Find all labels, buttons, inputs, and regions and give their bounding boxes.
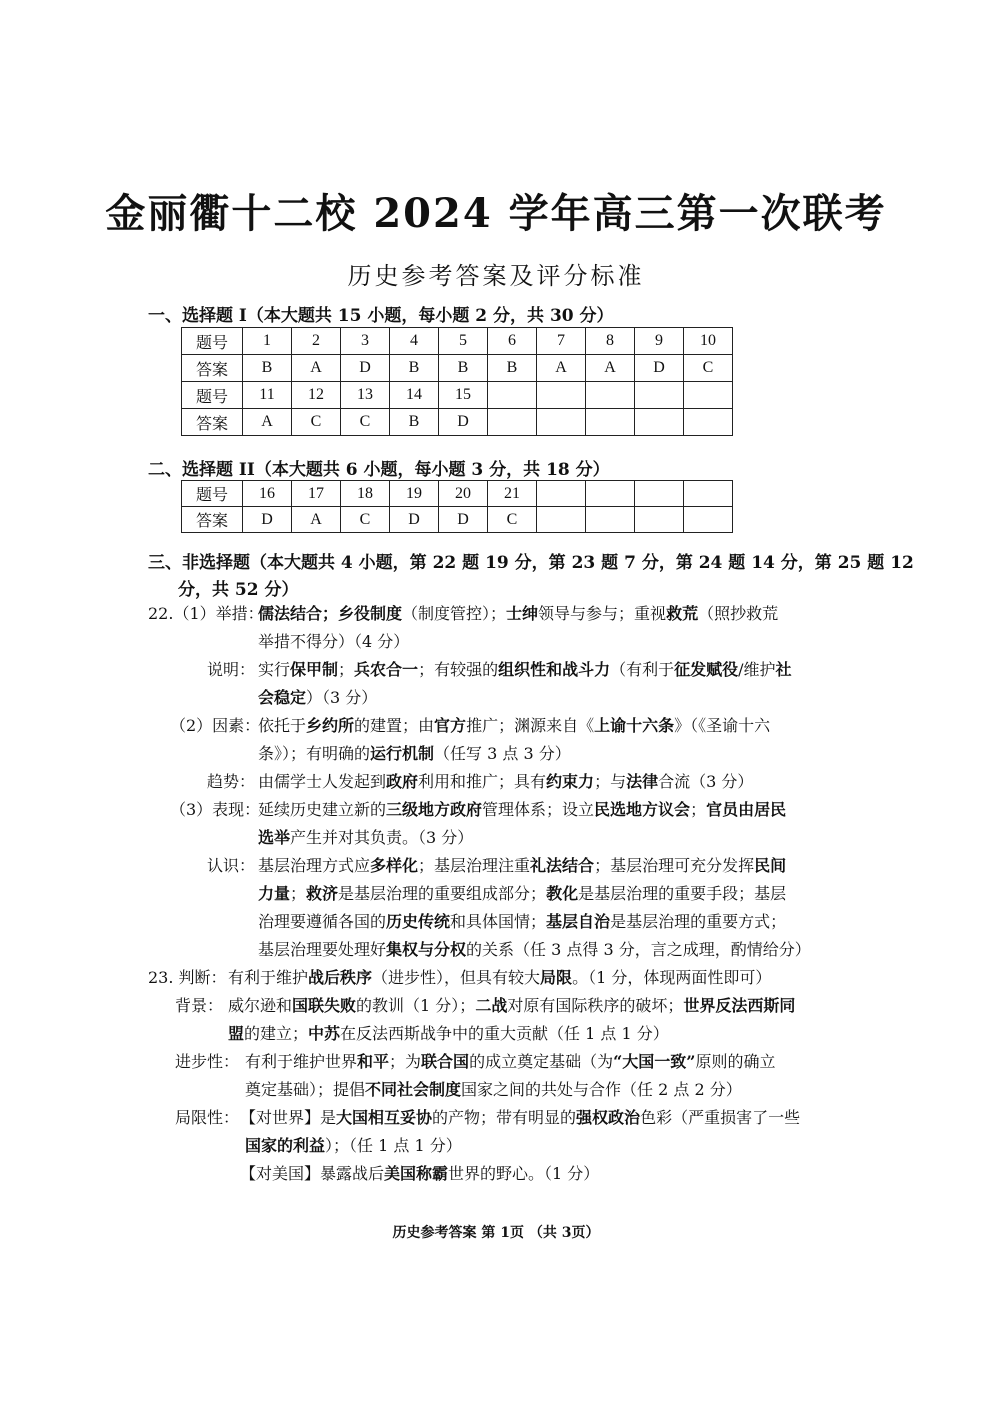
answer-cell xyxy=(684,382,733,409)
answer-cell: 10 xyxy=(684,328,733,355)
q22-p4-label: 趋势： xyxy=(207,772,256,791)
text-run: 延续历史建立新的 xyxy=(258,800,387,819)
answer-cell xyxy=(586,382,635,409)
bold-keyword: 基层自治 xyxy=(546,912,611,931)
bold-keyword: 战后秩序 xyxy=(308,968,373,987)
text-run: （制度管控）； xyxy=(402,604,507,623)
answer-cell: 9 xyxy=(635,328,684,355)
text-run: 治理要遵循各国的 xyxy=(258,912,387,931)
bold-keyword: 不同社会制度 xyxy=(365,1080,462,1099)
bold-keyword: 历史传统 xyxy=(386,912,451,931)
answer-cell: 3 xyxy=(341,328,390,355)
section1-answer-table xyxy=(181,327,733,436)
text-run: 。（1 分，体现两面性即可） xyxy=(572,968,772,987)
q22-p3-label: （2）因素： xyxy=(170,716,261,735)
answer-cell xyxy=(488,409,537,436)
answer-cell: A xyxy=(292,507,341,533)
bold-keyword: 法律 xyxy=(626,772,659,791)
text-run: ；基层治理注重 xyxy=(418,856,531,875)
answer-cell: 13 xyxy=(341,382,390,409)
text-run: ； xyxy=(290,884,307,903)
answer-cell: 1 xyxy=(243,328,292,355)
answer-cell xyxy=(488,382,537,409)
answer-cell xyxy=(586,481,635,507)
text-run: ； xyxy=(338,660,355,679)
text-run: 【对美国】暴露战后 xyxy=(240,1164,385,1183)
row-header-cell: 答案 xyxy=(182,355,243,382)
answer-cell xyxy=(586,507,635,533)
answer-cell: D xyxy=(439,507,488,533)
answer-cell xyxy=(537,409,586,436)
answer-cell: 5 xyxy=(439,328,488,355)
answer-cell: 17 xyxy=(292,481,341,507)
text-run: 领导与参与；重视 xyxy=(538,604,667,623)
section1-heading: 一、选择题 I（本大题共 15 小题，每小题 2 分，共 30 分） xyxy=(148,306,614,326)
q22-p2-label: 说明： xyxy=(207,660,256,679)
text-run: 利用和推广；具有 xyxy=(418,772,547,791)
q22-p1-line1 xyxy=(258,600,778,628)
text-run: 管理体系；设立 xyxy=(482,800,595,819)
table-row xyxy=(182,355,733,382)
table-row xyxy=(182,481,733,507)
q23-p3-line1 xyxy=(245,1048,776,1076)
answer-cell: D xyxy=(243,507,292,533)
row-header-cell: 题号 xyxy=(182,382,243,409)
q22-p6-line1 xyxy=(258,852,786,880)
answer-cell: 8 xyxy=(586,328,635,355)
answer-cell: D xyxy=(390,507,439,533)
bold-keyword: 国联失败 xyxy=(292,996,357,1015)
row-header-cell: 题号 xyxy=(182,328,243,355)
bold-keyword: 会稳定 xyxy=(258,688,307,707)
bold-keyword: 保甲制 xyxy=(290,660,339,679)
answer-cell: 19 xyxy=(390,481,439,507)
text-run: 对原有国际秩序的破坏； xyxy=(507,996,684,1015)
bold-keyword: 世界反法西斯同 xyxy=(683,996,796,1015)
q23-p2-label: 背景： xyxy=(175,996,224,1015)
text-run: 原则的确立 xyxy=(695,1052,776,1071)
bold-keyword: 民选地方议会 xyxy=(594,800,691,819)
q22-p6-line2 xyxy=(258,880,786,908)
q23-p1-line1 xyxy=(228,964,771,992)
answer-cell: A xyxy=(537,355,586,382)
bold-keyword: 官员由居民 xyxy=(706,800,787,819)
q23-p2-line1 xyxy=(228,992,795,1020)
bold-keyword: 组织性和战斗力 xyxy=(498,660,611,679)
q22-p6-line4 xyxy=(258,936,811,964)
answer-cell: 21 xyxy=(488,481,537,507)
text-run: 基层治理方式应 xyxy=(258,856,371,875)
answer-cell xyxy=(684,409,733,436)
answer-cell: D xyxy=(341,355,390,382)
bold-keyword: 力量 xyxy=(258,884,291,903)
q23-p4-line1 xyxy=(240,1104,800,1132)
bold-keyword: 盟 xyxy=(228,1024,245,1043)
text-run: 国家之间的共处与合作（任 2 点 2 分） xyxy=(461,1080,742,1099)
text-run: ；为 xyxy=(389,1052,422,1071)
text-run: ； xyxy=(690,800,707,819)
q22-p6-label: 认识： xyxy=(207,856,256,875)
text-run: 和具体国情； xyxy=(450,912,547,931)
answer-cell: 6 xyxy=(488,328,537,355)
row-header-cell: 答案 xyxy=(182,409,243,436)
answer-cell: 2 xyxy=(292,328,341,355)
bold-keyword: 多样化 xyxy=(370,856,419,875)
bold-keyword: 集权与分权 xyxy=(386,940,467,959)
bold-keyword: 约束力 xyxy=(546,772,595,791)
row-header-cell: 答案 xyxy=(182,507,243,533)
answer-cell: 14 xyxy=(390,382,439,409)
bold-keyword: 救济 xyxy=(306,884,339,903)
answer-cell xyxy=(537,382,586,409)
bold-keyword: 教化 xyxy=(546,884,579,903)
q22-p1-label: 22.（1）举措： xyxy=(148,604,264,623)
bold-keyword: 选举 xyxy=(258,828,291,847)
answer-cell xyxy=(586,409,635,436)
answer-cell: 20 xyxy=(439,481,488,507)
q23-p3-label: 进步性： xyxy=(175,1052,240,1071)
bold-keyword: 礼法结合 xyxy=(530,856,595,875)
bold-keyword: 上谕十六条 xyxy=(594,716,675,735)
text-run: 的建置；由 xyxy=(354,716,435,735)
bold-keyword: 兵农合一 xyxy=(354,660,419,679)
text-run: 威尔逊和 xyxy=(228,996,293,1015)
bold-keyword: 和平 xyxy=(357,1052,390,1071)
answer-cell xyxy=(537,481,586,507)
q22-p5-line1 xyxy=(258,796,786,824)
bold-keyword: 社 xyxy=(775,660,792,679)
answer-cell xyxy=(684,481,733,507)
section3-heading-line1: 三、非选择题（本大题共 4 小题，第 22 题 19 分，第 23 题 7 分，第 24 题 14 分，第 25 题 12 xyxy=(148,553,914,573)
bold-keyword: 三级地方政府 xyxy=(386,800,483,819)
text-run: 依托于 xyxy=(258,716,307,735)
q22-p2-line1 xyxy=(258,656,792,684)
section3-heading-line2: 分，共 52 分） xyxy=(178,580,299,600)
answer-cell xyxy=(684,507,733,533)
bold-keyword: 联合国 xyxy=(421,1052,470,1071)
answer-cell: 12 xyxy=(292,382,341,409)
bold-keyword: 强权政治 xyxy=(576,1108,641,1127)
text-run: ；有较强的 xyxy=(418,660,499,679)
text-run: 条》）；有明确的 xyxy=(258,744,371,763)
section2-answer-table xyxy=(181,480,733,533)
text-run: 【对世界】是 xyxy=(240,1108,337,1127)
text-run: 是基层治理的重要组成部分； xyxy=(338,884,547,903)
answer-cell: A xyxy=(292,355,341,382)
answer-cell: B xyxy=(390,409,439,436)
answer-cell xyxy=(537,507,586,533)
text-run: ；基层治理可充分发挥 xyxy=(594,856,755,875)
bold-keyword: 官方 xyxy=(434,716,467,735)
answer-cell: 7 xyxy=(537,328,586,355)
q22-p3-line1 xyxy=(258,712,770,740)
text-run: 色彩（严重损害了一些 xyxy=(640,1108,801,1127)
text-run: 在反法西斯战争中的重大贡献（任 1 点 1 分） xyxy=(340,1024,669,1043)
text-run: 的建立； xyxy=(244,1024,309,1043)
answer-cell xyxy=(635,481,684,507)
text-run: ；与 xyxy=(594,772,627,791)
bold-keyword: 政府 xyxy=(386,772,419,791)
answer-cell: A xyxy=(243,409,292,436)
bold-keyword: 国家的利益 xyxy=(245,1136,326,1155)
q23-p2-line2 xyxy=(228,1020,669,1048)
q23-p4-line2 xyxy=(245,1132,462,1160)
page-footer: 历史参考答案 第 1页 （共 3页） xyxy=(392,1225,600,1241)
text-run: 的产物；带有明显的 xyxy=(432,1108,577,1127)
answer-cell: B xyxy=(390,355,439,382)
text-run: 世界的野心。（1 分） xyxy=(448,1164,600,1183)
bold-keyword: 局限 xyxy=(540,968,573,987)
text-run: （进步性），但具有较大 xyxy=(372,968,541,987)
answer-cell: C xyxy=(488,507,537,533)
page-subtitle: 历史参考答案及评分标准 xyxy=(347,262,645,290)
text-run: （有利于 xyxy=(610,660,675,679)
text-run: 的教训（1 分）； xyxy=(356,996,476,1015)
answer-cell: A xyxy=(586,355,635,382)
table-row xyxy=(182,409,733,436)
answer-cell xyxy=(635,382,684,409)
section2-heading: 二、选择题 II（本大题共 6 小题，每小题 3 分，共 18 分） xyxy=(148,460,610,480)
text-run: 的成立奠定基础（为 xyxy=(469,1052,614,1071)
text-run: 实行 xyxy=(258,660,291,679)
answer-cell: C xyxy=(684,355,733,382)
q23-p4-line3 xyxy=(240,1160,599,1188)
text-run: （照抄救荒 xyxy=(698,604,779,623)
answer-cell: B xyxy=(439,355,488,382)
text-run: 产生并对其负责。（3 分） xyxy=(290,828,474,847)
bold-keyword: 乡约所 xyxy=(306,716,355,735)
table-row xyxy=(182,328,733,355)
q23-p3-line2 xyxy=(245,1076,742,1104)
text-run: 是基层治理的重要方式； xyxy=(610,912,787,931)
q22-p6-line3 xyxy=(258,908,786,936)
text-run: 由儒学士人发起到 xyxy=(258,772,387,791)
text-run: ）；（任 1 点 1 分） xyxy=(325,1136,462,1155)
table-row xyxy=(182,382,733,409)
answer-cell: 18 xyxy=(341,481,390,507)
text-run: 合流（3 分） xyxy=(658,772,754,791)
q22-p3-line2 xyxy=(258,740,571,768)
text-run: 基层治理要处理好 xyxy=(258,940,387,959)
q22-p4-line1 xyxy=(258,768,753,796)
text-run: 奠定基础）；提倡 xyxy=(245,1080,366,1099)
answer-cell: B xyxy=(243,355,292,382)
bold-keyword: 二战 xyxy=(475,996,508,1015)
answer-cell: 16 xyxy=(243,481,292,507)
answer-cell: 11 xyxy=(243,382,292,409)
answer-cell: 15 xyxy=(439,382,488,409)
text-run: 有利于维护 xyxy=(228,968,309,987)
q22-p1-line2: 举措不得分）（4 分） xyxy=(258,632,410,651)
bold-keyword: 征发赋役 xyxy=(674,660,739,679)
q23-p1-label: 23. 判断： xyxy=(148,968,227,987)
q23-p4-label: 局限性： xyxy=(175,1108,240,1127)
answer-cell: C xyxy=(341,507,390,533)
bold-keyword: 民间 xyxy=(754,856,787,875)
bold-keyword: 救荒 xyxy=(666,604,699,623)
bold-keyword: 美国称霸 xyxy=(384,1164,449,1183)
answer-cell: D xyxy=(635,355,684,382)
text-run: 》（《圣谕十六 xyxy=(674,716,771,735)
text-run: 推广；渊源来自《 xyxy=(466,716,595,735)
text-run: 的关系（任 3 点得 3 分，言之成理，酌情给分） xyxy=(466,940,811,959)
answer-cell: D xyxy=(439,409,488,436)
bold-keyword: 大国相互妥协 xyxy=(336,1108,433,1127)
q22-p2-line2 xyxy=(258,684,377,712)
text-run: （任写 3 点 3 分） xyxy=(434,744,571,763)
answer-cell xyxy=(635,507,684,533)
q22-p5-line2 xyxy=(258,824,473,852)
text-run: 有利于维护世界 xyxy=(245,1052,358,1071)
answer-cell: C xyxy=(341,409,390,436)
answer-cell: B xyxy=(488,355,537,382)
bold-keyword: 中苏 xyxy=(308,1024,341,1043)
answer-cell: C xyxy=(292,409,341,436)
bold-keyword: 士绅 xyxy=(506,604,539,623)
table-row xyxy=(182,507,733,533)
row-header-cell: 题号 xyxy=(182,481,243,507)
bold-keyword: 儒法结合；乡役制度 xyxy=(258,604,403,623)
text-run: /维护 xyxy=(738,660,776,679)
text-run: 是基层治理的重要手段；基层 xyxy=(578,884,787,903)
answer-cell xyxy=(635,409,684,436)
text-run: ）（3 分） xyxy=(306,688,378,707)
bold-keyword: “大国一致” xyxy=(613,1052,696,1071)
answer-cell: 4 xyxy=(390,328,439,355)
page-title: 金丽衢十二校 2024 学年高三第一次联考 xyxy=(105,190,887,237)
bold-keyword: 运行机制 xyxy=(370,744,435,763)
q22-p5-label: （3）表现： xyxy=(170,800,261,819)
